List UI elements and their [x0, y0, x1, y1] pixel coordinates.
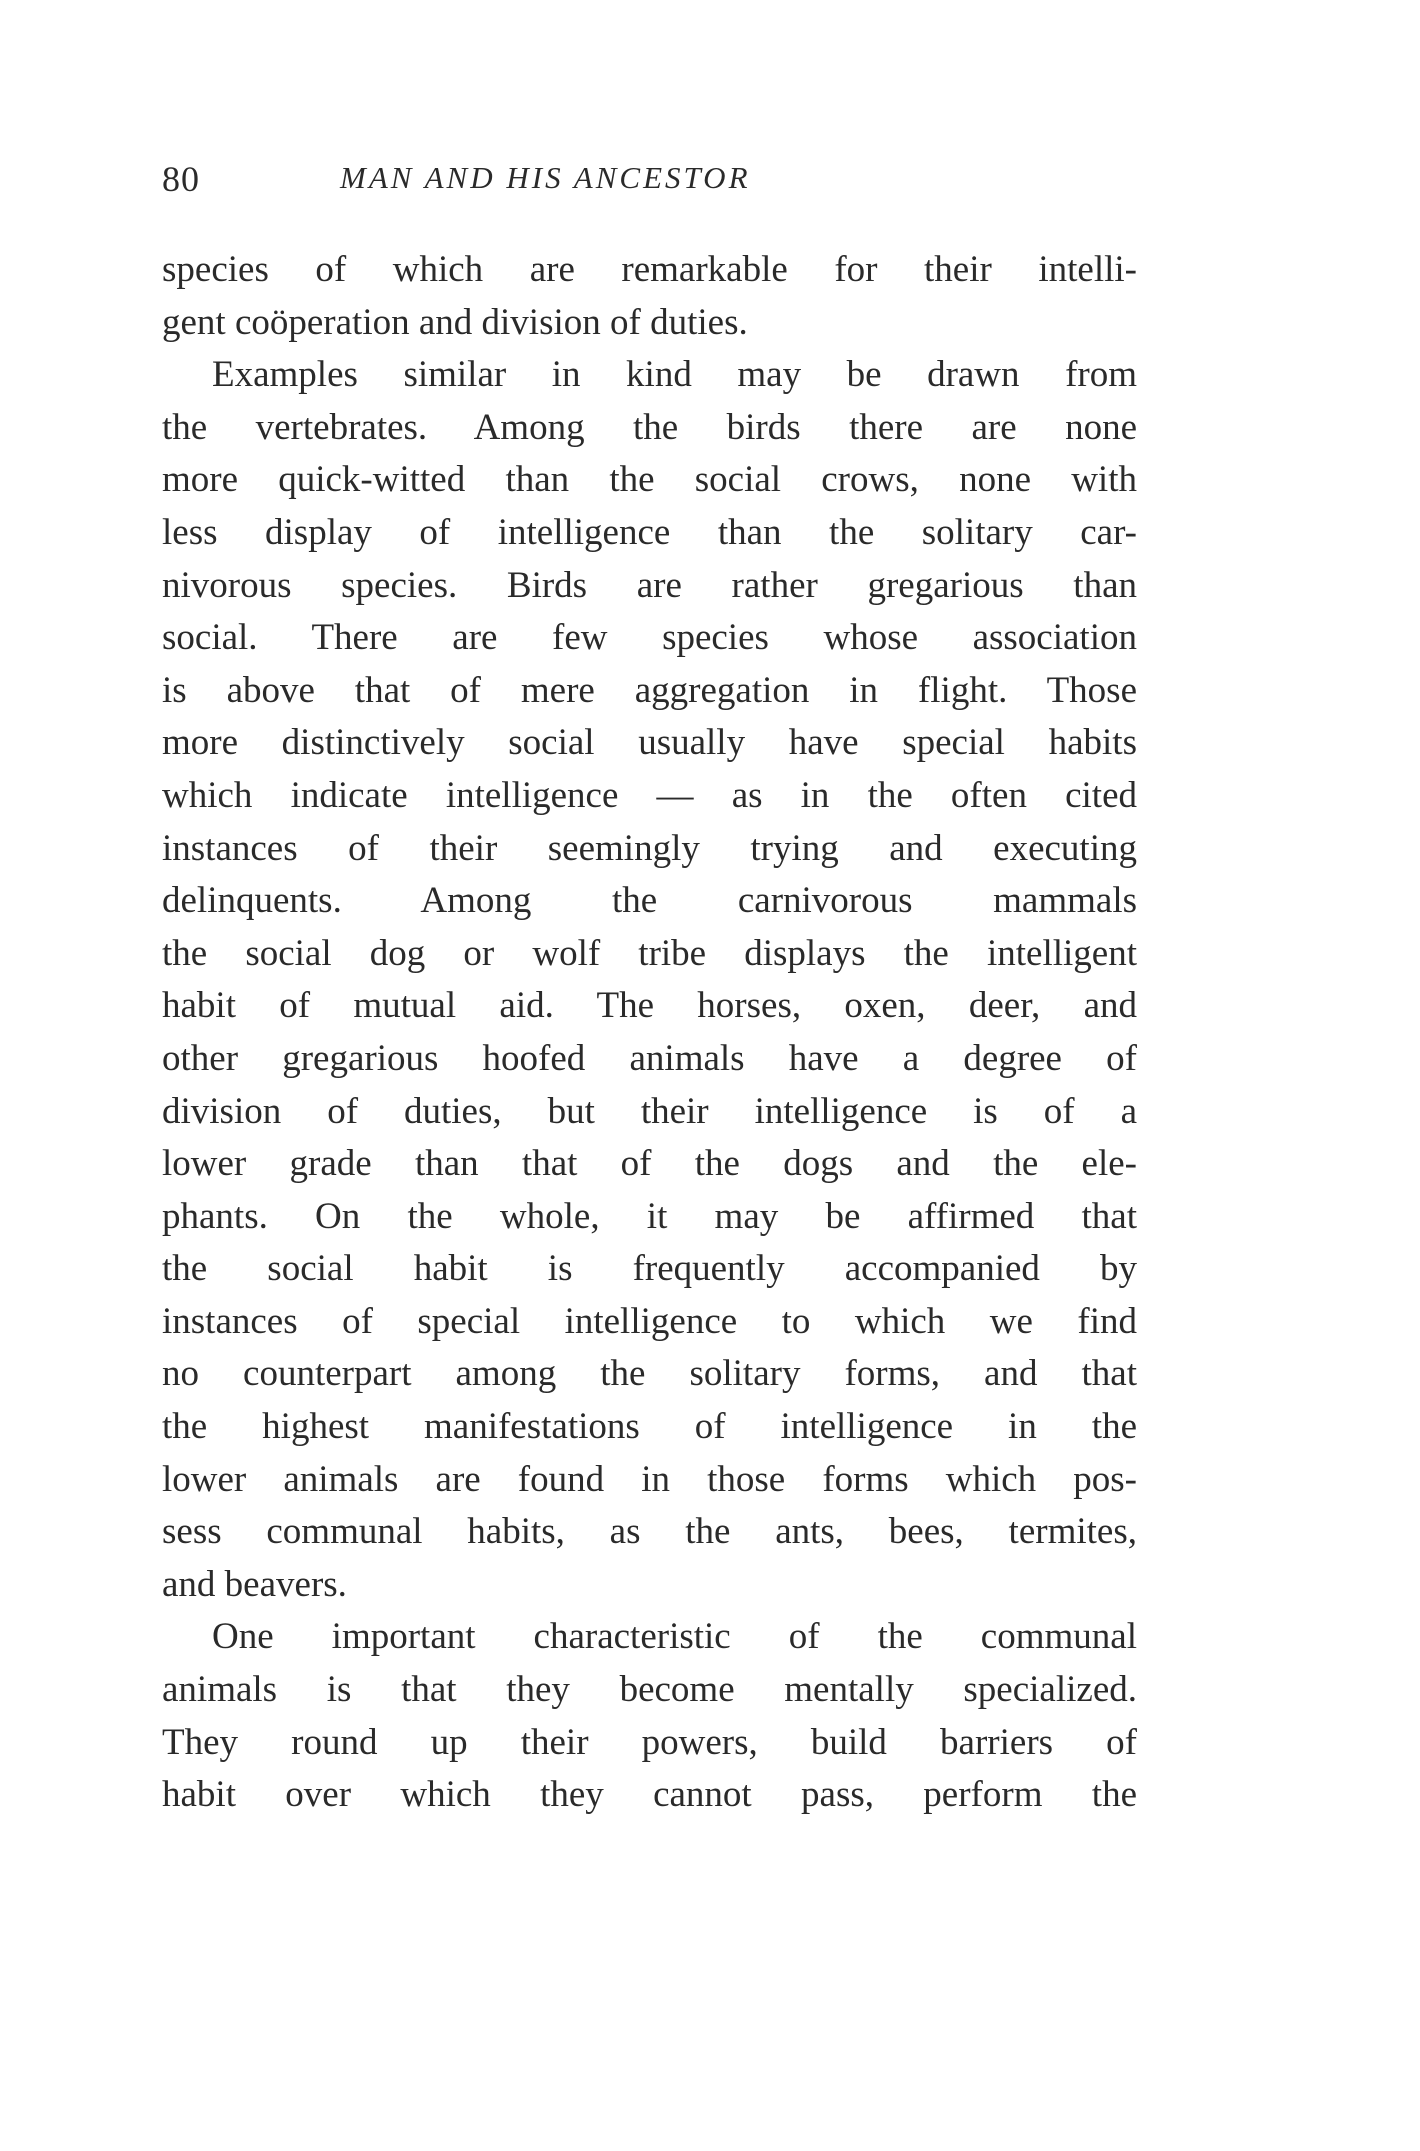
text-line: nivorous species. Birds are rather gregarious than: [162, 564, 1137, 606]
text-line: more distinctively social usually have special habits: [162, 722, 1137, 764]
text-line: phants. On the whole, it may be affirmed that: [162, 1195, 1137, 1237]
text-line: the social dog or wolf tribe displays the intelligent: [162, 932, 1137, 974]
text-line: habit of mutual aid. The horses, oxen, deer, and: [162, 985, 1137, 1027]
text-line: habit over which they cannot pass, perform the: [162, 1774, 1137, 1816]
text-line: less display of intelligence than the solitary car-: [162, 511, 1137, 553]
running-title: MAN AND HIS ANCESTOR: [340, 160, 751, 195]
text-line: lower animals are found in those forms which pos-: [162, 1458, 1137, 1500]
text-line: no counterpart among the solitary forms, and that: [162, 1353, 1137, 1395]
text-line: instances of special intelligence to which we find: [162, 1300, 1137, 1342]
text-line: is above that of mere aggregation in flight. Those: [162, 669, 1137, 711]
text-line: species of which are remarkable for their intelli-: [162, 249, 1137, 290]
text-line: which indicate intelligence — as in the often cited: [162, 774, 1137, 816]
text-line: lower grade than that of the dogs and the ele-: [162, 1143, 1137, 1185]
text-line: division of duties, but their intelligence is of a: [162, 1090, 1137, 1132]
text-line: social. There are few species whose association: [162, 617, 1137, 659]
body-text: [162, 244, 1137, 1822]
text-line: animals is that they become mentally specialized.: [162, 1669, 1137, 1711]
text-line: the highest manifestations of intelligence in the: [162, 1406, 1137, 1448]
page-header: [162, 158, 1142, 202]
text-line: They round up their powers, build barriers of: [162, 1721, 1137, 1763]
text-line: the vertebrates. Among the birds there are none: [162, 406, 1137, 448]
text-line: other gregarious hoofed animals have a degree of: [162, 1037, 1137, 1079]
text-line: delinquents. Among the carnivorous mammals: [162, 880, 1137, 922]
text-line: instances of their seemingly trying and executing: [162, 827, 1137, 869]
text-line: gent coöperation and division of duties.: [162, 301, 748, 343]
page-number: 80: [162, 159, 200, 199]
text-line: One important characteristic of the communal: [212, 1616, 1137, 1658]
text-line: the social habit is frequently accompanied by: [162, 1248, 1137, 1290]
text-line: more quick-witted than the social crows, none with: [162, 459, 1137, 501]
text-line: sess communal habits, as the ants, bees, termites,: [162, 1511, 1137, 1553]
text-line: and beavers.: [162, 1563, 347, 1605]
text-line: Examples similar in kind may be drawn from: [212, 354, 1137, 396]
